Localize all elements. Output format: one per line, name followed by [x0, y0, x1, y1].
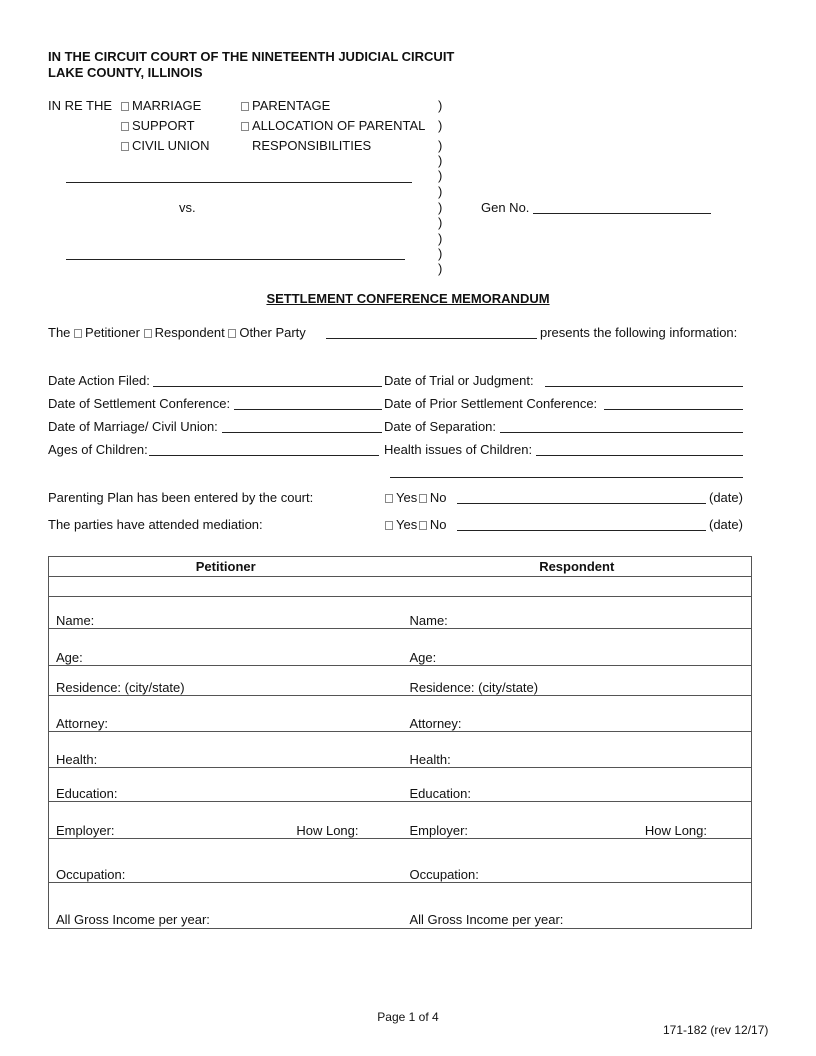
court-name: IN THE CIRCUIT COURT OF THE NINETEENTH JUDICIAL CIRCUIT [48, 49, 455, 64]
name-label: Name: [56, 613, 95, 628]
date-prior-settlement-line[interactable] [604, 409, 743, 410]
mediation-options [385, 517, 446, 532]
ages-children-line[interactable] [149, 455, 379, 456]
respondent-name-cell[interactable] [403, 597, 752, 629]
attorney-label: Attorney: [409, 716, 462, 731]
parenting-plan-label: Parenting Plan has been entered by the court: [48, 490, 314, 505]
age-label: Age: [409, 650, 437, 665]
mediation-date-line[interactable] [457, 530, 706, 531]
intro-line [48, 325, 306, 340]
date-settlement-line[interactable] [234, 409, 382, 410]
health-children-label: Health issues of Children: [384, 442, 533, 457]
party-name-line[interactable] [326, 338, 537, 339]
how-long-label: How Long: [644, 823, 707, 838]
option-label: CIVIL UNION [132, 138, 210, 153]
petitioner-header: Petitioner [195, 559, 256, 574]
residence-label: Residence: (city/state) [56, 680, 185, 695]
checkbox-icon[interactable] [121, 102, 129, 111]
date-action-filed-label: Date Action Filed: [48, 373, 150, 388]
intro-presents: presents the following information: [540, 325, 738, 340]
option-label: MARRIAGE [132, 98, 202, 113]
mediation-date-label: (date) [709, 517, 743, 532]
party1-line[interactable] [66, 182, 412, 183]
date-trial-label: Date of Trial or Judgment: [384, 373, 534, 388]
health-children-line-2[interactable] [390, 477, 743, 478]
occupation-label: Occupation: [409, 867, 479, 882]
no-label: No [429, 517, 447, 532]
attorney-label: Attorney: [56, 716, 109, 731]
employer-label: Employer: [409, 823, 469, 838]
checkbox-icon[interactable] [419, 494, 427, 503]
option-civil-union[interactable] [121, 138, 210, 153]
petitioner-employer-cell[interactable] [49, 802, 403, 839]
option-responsibilities-label: RESPONSIBILITIES [252, 138, 372, 153]
caption-paren: ) [438, 261, 443, 276]
checkbox-icon[interactable] [74, 329, 82, 338]
parenting-plan-date-line[interactable] [457, 503, 706, 504]
option-support[interactable] [121, 118, 195, 133]
education-label: Education: [56, 786, 118, 801]
petitioner-health-cell[interactable] [49, 732, 403, 768]
gross-income-label: All Gross Income per year: [56, 912, 210, 927]
petitioner-attorney-cell[interactable] [49, 696, 403, 732]
date-action-filed-line[interactable] [153, 386, 382, 387]
date-marriage-label: Date of Marriage/ Civil Union: [48, 419, 218, 434]
table-spacer [49, 577, 403, 597]
caption-paren: ) [438, 215, 443, 230]
checkbox-icon[interactable] [121, 122, 129, 131]
how-long-label: How Long: [296, 823, 359, 838]
date-prior-settlement-label: Date of Prior Settlement Conference: [384, 396, 598, 411]
respondent-age-cell[interactable] [403, 629, 752, 666]
ages-children-label: Ages of Children: [48, 442, 148, 457]
gen-no-line[interactable] [533, 213, 711, 214]
intro-other-party: Other Party [239, 325, 306, 340]
option-label: SUPPORT [132, 118, 195, 133]
yes-label: Yes [396, 517, 418, 532]
mediation-label: The parties have attended mediation: [48, 517, 263, 532]
checkbox-icon[interactable] [228, 329, 236, 338]
petitioner-name-cell[interactable] [49, 597, 403, 629]
county-name: LAKE COUNTY, ILLINOIS [48, 65, 203, 80]
health-children-line[interactable] [536, 455, 743, 456]
in-re-label: IN RE THE [48, 98, 113, 113]
date-separation-label: Date of Separation: [384, 419, 497, 434]
intro-the: The [48, 325, 71, 340]
intro-respondent: Respondent [154, 325, 225, 340]
vs-label: vs. [179, 200, 196, 215]
party2-line[interactable] [66, 259, 405, 260]
petitioner-age-cell[interactable] [49, 629, 403, 666]
checkbox-icon[interactable] [121, 142, 129, 151]
respondent-employer-cell[interactable] [403, 802, 752, 839]
checkbox-icon[interactable] [385, 521, 393, 530]
date-settlement-label: Date of Settlement Conference: [48, 396, 231, 411]
caption-paren: ) [438, 118, 443, 133]
parenting-plan-date-label: (date) [709, 490, 743, 505]
caption-paren: ) [438, 153, 443, 168]
respondent-residence-cell[interactable] [403, 666, 752, 696]
age-label: Age: [56, 650, 83, 665]
option-allocation[interactable] [241, 118, 425, 133]
caption-paren: ) [438, 168, 443, 183]
gross-income-label: All Gross Income per year: [409, 912, 564, 927]
checkbox-icon[interactable] [419, 521, 427, 530]
checkbox-icon[interactable] [144, 329, 152, 338]
health-label: Health: [409, 752, 451, 767]
employer-label: Employer: [56, 823, 115, 838]
petitioner-occupation-cell[interactable] [49, 839, 403, 883]
party-info-table [48, 556, 752, 929]
form-number: 171-182 (rev 12/17) [663, 1023, 769, 1037]
education-label: Education: [409, 786, 471, 801]
petitioner-residence-cell[interactable] [49, 666, 403, 696]
respondent-health-cell[interactable] [403, 732, 752, 768]
option-label: ALLOCATION OF PARENTAL [252, 118, 426, 133]
caption-paren: ) [438, 246, 443, 261]
no-label: No [429, 490, 447, 505]
option-marriage[interactable] [121, 98, 201, 113]
document-title: SETTLEMENT CONFERENCE MEMORANDUM [266, 291, 550, 306]
caption-paren: ) [438, 231, 443, 246]
occupation-label: Occupation: [56, 867, 126, 882]
option-label: PARENTAGE [252, 98, 331, 113]
option-parentage[interactable] [241, 98, 330, 113]
caption-paren: ) [438, 138, 443, 153]
respondent-attorney-cell[interactable] [403, 696, 752, 732]
name-label: Name: [409, 613, 448, 628]
intro-petitioner: Petitioner [85, 325, 140, 340]
petitioner-education-cell[interactable] [49, 768, 403, 802]
page-number: Page 1 of 4 [377, 1010, 439, 1024]
respondent-education-cell[interactable] [403, 768, 752, 802]
date-marriage-line[interactable] [222, 432, 382, 433]
health-label: Health: [56, 752, 98, 767]
caption-paren: ) [438, 200, 443, 215]
date-trial-line[interactable] [545, 386, 743, 387]
petitioner-income-cell[interactable] [49, 883, 403, 929]
caption-paren: ) [438, 184, 443, 199]
checkbox-icon[interactable] [241, 102, 249, 111]
respondent-income-cell[interactable] [403, 883, 752, 929]
respondent-occupation-cell[interactable] [403, 839, 752, 883]
yes-label: Yes [396, 490, 418, 505]
parenting-plan-options [385, 490, 446, 505]
table-spacer [403, 577, 752, 597]
residence-label: Residence: (city/state) [409, 680, 539, 695]
checkbox-icon[interactable] [241, 122, 249, 131]
gen-no-label: Gen No. [481, 200, 530, 215]
date-separation-line[interactable] [500, 432, 743, 433]
respondent-header: Respondent [539, 559, 615, 574]
checkbox-icon[interactable] [385, 494, 393, 503]
caption-paren: ) [438, 98, 443, 113]
